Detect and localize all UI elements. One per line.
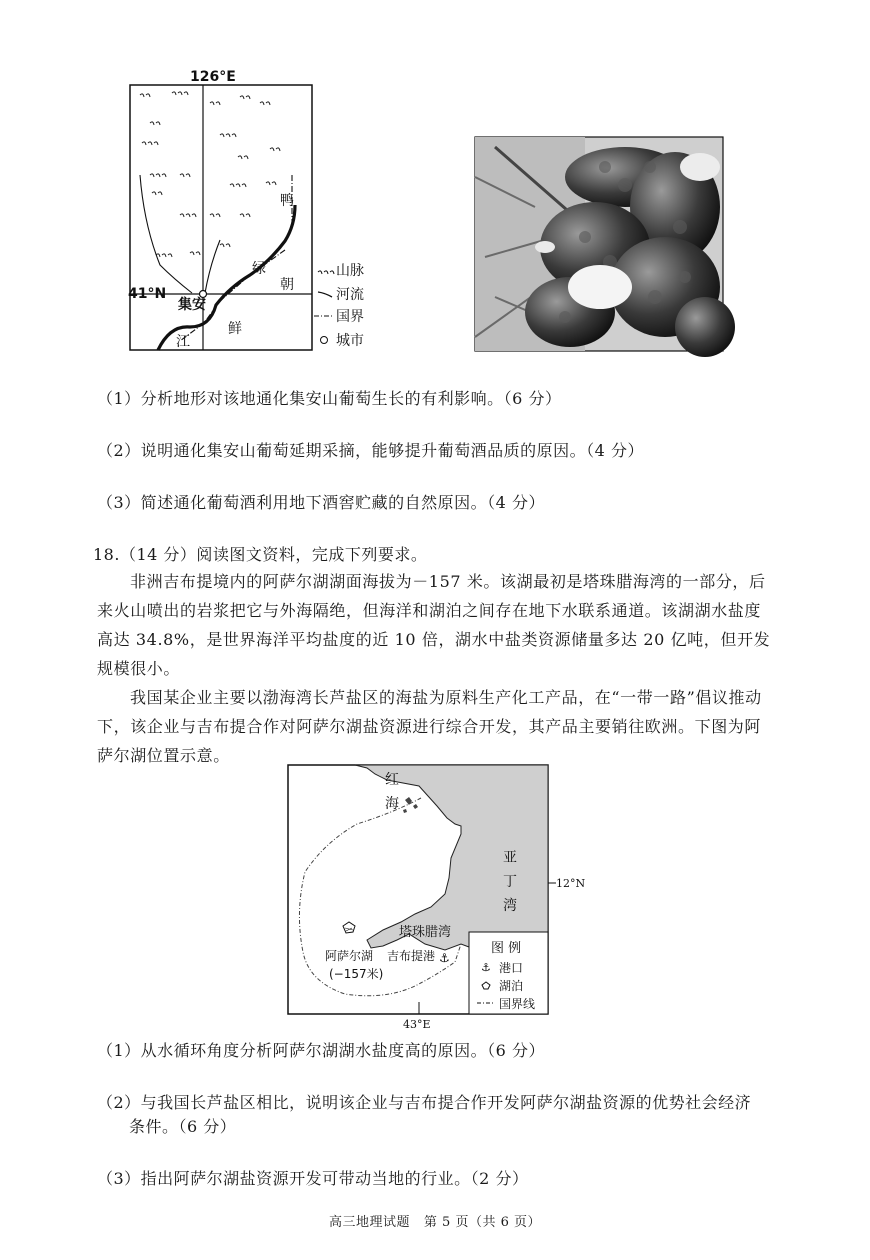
port-label: 吉布提港 bbox=[387, 949, 436, 963]
paragraph-line: 非洲吉布提境内的阿萨尔湖湖面海拔为－157 米。该湖最初是塔珠腊海湾的一部分，后 bbox=[130, 572, 766, 591]
bay-label: 塔珠腊湾 bbox=[399, 925, 452, 940]
city-icon bbox=[321, 337, 328, 344]
river-icon bbox=[318, 292, 332, 297]
q18-sub3: （3）指出阿萨尔湖盐资源开发可带动当地的行业。（2 分） bbox=[97, 1169, 529, 1188]
longitude-label: 43°E bbox=[403, 1018, 431, 1031]
q18-sub1: （1）从水循环角度分析阿萨尔湖湖水盐度高的原因。（6 分） bbox=[97, 1041, 545, 1060]
river-char: 江 bbox=[176, 334, 190, 350]
q18-header: 18.（14 分）阅读图文资料，完成下列要求。 bbox=[93, 545, 428, 564]
map2-legend bbox=[469, 932, 548, 1014]
svg-text:山脉: 山脉 bbox=[336, 263, 364, 279]
wild-grape-photo bbox=[475, 137, 723, 351]
q18-sub2-line2: 条件。（6 分） bbox=[129, 1117, 237, 1136]
svg-text:河流: 河流 bbox=[336, 287, 364, 303]
q17-sub2: （2）说明通化集安山葡萄延期采摘，能够提升葡萄酒品质的原因。（4 分） bbox=[97, 441, 644, 460]
latitude-label: 41°N bbox=[128, 286, 167, 302]
lake-label: 阿萨尔湖 bbox=[325, 949, 374, 963]
svg-text:港口: 港口 bbox=[499, 961, 524, 975]
svg-text:国界: 国界 bbox=[336, 309, 364, 325]
paragraph-line: 我国某企业主要以渤海湾长芦盐区的海盐为原料生产化工产品，在“一带一路”倡议推动 bbox=[130, 688, 762, 707]
sea-char: 海 bbox=[385, 796, 399, 812]
latitude-label: 12°N bbox=[556, 877, 586, 890]
lake-elevation-label: (−157米) bbox=[329, 967, 384, 981]
gulf-char: 亚 bbox=[503, 850, 517, 866]
legend-title: 图 例 bbox=[491, 941, 522, 956]
paragraph-line: 萨尔湖位置示意。 bbox=[97, 746, 230, 765]
q18-sub2-line1: （2）与我国长芦盐区相比，说明该企业与吉布提合作开发阿萨尔湖盐资源的优势社会经济 bbox=[97, 1093, 752, 1112]
page-footer: 高三地理试题 第 5 页（共 6 页） bbox=[329, 1215, 541, 1230]
country-char: 鲜 bbox=[228, 321, 242, 337]
paragraph-line: 下，该企业与吉布提合作对阿萨尔湖盐资源进行综合开发，其产品主要销往欧洲。下图为阿 bbox=[97, 717, 762, 736]
map1-legend bbox=[314, 263, 364, 349]
paragraph-line: 高达 34.8%，是世界海洋平均盐度的近 10 倍，湖水中盐类资源储量多达 20 亿吨，但开发 bbox=[97, 630, 771, 649]
longitude-label: 126°E bbox=[190, 69, 236, 85]
svg-text:湖泊: 湖泊 bbox=[499, 979, 524, 993]
q18-paragraph-1 bbox=[97, 567, 797, 683]
river-char: 绿 bbox=[252, 261, 266, 277]
q17-sub1: （1）分析地形对该地通化集安山葡萄生长的有利影响。（6 分） bbox=[97, 389, 562, 408]
q17-sub3: （3）简述通化葡萄酒利用地下酒窖贮藏的自然原因。（4 分） bbox=[97, 493, 545, 512]
paragraph-line: 规模很小。 bbox=[97, 659, 181, 678]
svg-text:国界线: 国界线 bbox=[499, 997, 536, 1011]
city-label: 集安 bbox=[178, 297, 206, 313]
gulf-char: 湾 bbox=[503, 898, 517, 914]
river-char: 鸭 bbox=[280, 193, 294, 209]
jian-location-map bbox=[120, 65, 375, 355]
q18-paragraph-2 bbox=[97, 683, 797, 770]
paragraph-line: 来火山喷出的岩浆把它与外海隔绝，但海洋和湖泊之间存在地下水联系通道。该湖湖水盐度 bbox=[97, 601, 762, 620]
gulf-char: 丁 bbox=[503, 874, 517, 890]
sea-char: 红 bbox=[385, 772, 399, 788]
lake-assal-location-map bbox=[285, 762, 586, 1032]
country-char: 朝 bbox=[280, 277, 294, 293]
port-icon: ⚓ bbox=[439, 951, 450, 965]
svg-text:城市: 城市 bbox=[336, 333, 364, 349]
port-icon: ⚓ bbox=[481, 961, 491, 974]
mountain-icon bbox=[318, 271, 334, 274]
